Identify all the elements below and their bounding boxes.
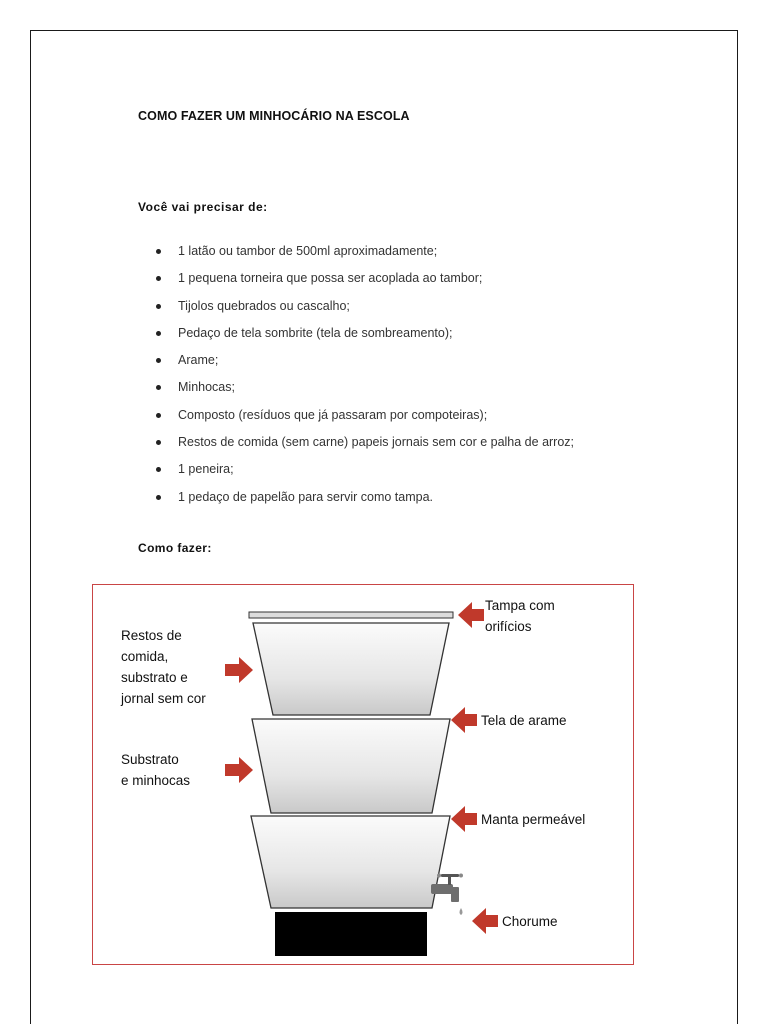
food-layer-label: Restos de comida, substrato e jornal sem cor: [121, 628, 206, 706]
bullet-icon: [156, 467, 161, 472]
bottom-bucket: [251, 816, 450, 908]
instructions-heading: Como fazer:: [138, 541, 212, 555]
document-title: COMO FAZER UM MINHOCÁRIO NA ESCOLA: [138, 109, 410, 123]
blanket-label: Manta permeável: [481, 812, 586, 827]
arrow-left-icon: [451, 806, 477, 832]
vermicomposter-diagram: [92, 584, 634, 965]
lid: [249, 612, 453, 618]
bullet-icon: [156, 276, 161, 281]
list-item: 1 peneira;: [154, 456, 574, 483]
bullet-icon: [156, 249, 161, 254]
bullet-icon: [156, 385, 161, 390]
list-item: Composto (resíduos que já passaram por compoteiras);: [154, 402, 574, 429]
list-item: Tijolos quebrados ou cascalho;: [154, 293, 574, 320]
lid-label: Tampa com orifícios: [485, 598, 555, 634]
mesh-label: Tela de arame: [481, 713, 567, 728]
list-item: 1 latão ou tambor de 500ml aproximadamente;: [154, 238, 574, 265]
bullet-icon: [156, 304, 161, 309]
bullet-icon: [156, 413, 161, 418]
arrow-left-icon: [451, 707, 477, 733]
arrow-right-icon: [225, 757, 253, 783]
list-item: 1 pequena torneira que possa ser acoplada ao tambor;: [154, 265, 574, 292]
substrate-layer-label: Substrato e minhocas: [121, 752, 191, 788]
list-item: Minhocas;: [154, 374, 574, 401]
bullet-icon: [156, 358, 161, 363]
bullet-icon: [156, 440, 161, 445]
list-item: Arame;: [154, 347, 574, 374]
materials-heading: Você vai precisar de:: [138, 200, 268, 214]
bullet-icon: [156, 495, 161, 500]
list-item: Pedaço de tela sombrite (tela de sombreamento);: [154, 320, 574, 347]
list-item: Restos de comida (sem carne) papeis jornais sem cor e palha de arroz;: [154, 429, 574, 456]
arrow-left-icon: [472, 908, 498, 934]
base-block: [275, 912, 427, 956]
leachate-label: Chorume: [502, 914, 558, 929]
arrow-right-icon: [225, 657, 253, 683]
middle-bucket: [252, 719, 450, 813]
materials-list: [154, 238, 574, 511]
bullet-icon: [156, 331, 161, 336]
arrow-left-icon: [458, 602, 484, 628]
list-item: 1 pedaço de papelão para servir como tampa.: [154, 484, 574, 511]
top-bucket: [253, 623, 449, 715]
